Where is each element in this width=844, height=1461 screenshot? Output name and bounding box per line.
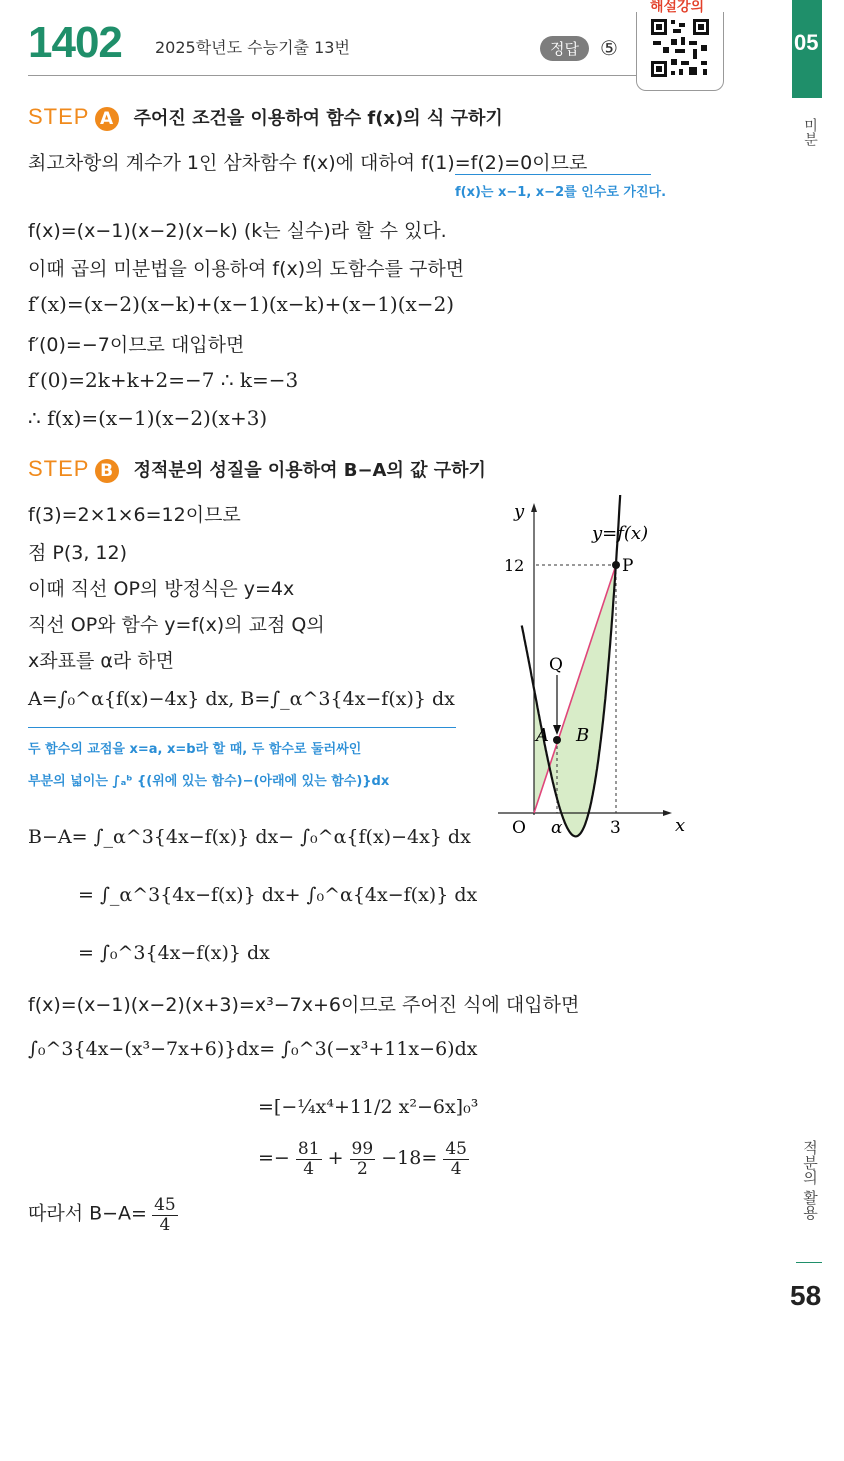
- fraction-numerator: 45: [154, 1195, 176, 1215]
- qr-label: 해설강의: [650, 0, 705, 15]
- step-b-label: STEP: [28, 456, 90, 481]
- step-a-line-2: f(x)=(x−1)(x−2)(x−k) (k는 실수)라 할 수 있다.: [28, 220, 447, 242]
- step-b-line-3: 이때 직선 OP의 방정식은 y=4x: [28, 578, 295, 600]
- qr-frame: [636, 12, 724, 91]
- region-a-label: A: [536, 725, 549, 746]
- step-b-line-1: f(3)=2×1×6=12이므로: [28, 504, 241, 526]
- curve-label: y=f(x): [592, 523, 649, 544]
- problem-number: 1402: [28, 18, 122, 67]
- region-b-label: B: [576, 725, 590, 746]
- fraction-result: [152, 1196, 178, 1234]
- step-a-line-3: 이때 곱의 미분법을 이용하여 f(x)의 도함수를 구하면: [28, 258, 465, 280]
- point-q-label: Q: [549, 655, 563, 675]
- step-a-badge: A: [95, 107, 119, 131]
- step-a-underline: [455, 174, 651, 175]
- step-b-line-10: f(x)=(x−1)(x−2)(x+3)=x³−7x+6이므로 주어진 식에 대입하면: [28, 994, 580, 1016]
- step-b-conclusion: [28, 1196, 178, 1234]
- fraction-denominator: 4: [450, 1158, 462, 1179]
- step-b-line-8: = ∫_α^3{4x−f(x)} dx+ ∫₀^α{4x−f(x)} dx: [78, 884, 478, 906]
- step-b-heading: [28, 456, 486, 483]
- step-a-note: f(x)는 x−1, x−2를 인수로 가진다.: [455, 185, 667, 200]
- step-b-line-13-b: +: [327, 1147, 344, 1170]
- step-b-underline: [28, 727, 456, 728]
- step-a-label: STEP: [28, 104, 90, 129]
- x-tick-3: 3: [610, 818, 621, 838]
- step-a-line-1: 최고차항의 계수가 1인 삼차함수 f(x)에 대하여 f(1)=f(2)=0이므로: [28, 152, 588, 174]
- step-b-line-13-a: =−: [258, 1147, 290, 1170]
- answer-label: 정답: [540, 36, 589, 61]
- step-a-title: 주어진 조건을 이용하여 함수 f(x)의 식 구하기: [133, 108, 503, 129]
- step-a-heading: [28, 104, 503, 131]
- point-p-label: P: [622, 556, 634, 576]
- point-q: [553, 736, 561, 744]
- chapter-tab[interactable]: [792, 0, 822, 98]
- step-b-line-4: 직선 OP와 함수 y=f(x)의 교점 Q의: [28, 614, 325, 636]
- y-axis-label: y: [514, 501, 525, 522]
- fraction-45-4: [443, 1140, 469, 1178]
- step-b-title: 정적분의 성질을 이용하여 B−A의 값 구하기: [133, 460, 486, 481]
- side-bottom-text: 적분의 활용: [801, 1140, 819, 1220]
- x-tick-alpha: α: [551, 818, 563, 838]
- step-b-line-5: x좌표를 α라 하면: [28, 650, 174, 672]
- qr-code-icon[interactable]: [649, 17, 711, 79]
- x-axis-label: x: [675, 815, 686, 836]
- step-b-line-13: [258, 1140, 469, 1178]
- step-b-line-9: = ∫₀^3{4x−f(x)} dx: [78, 942, 270, 964]
- step-b-note-1: 두 함수의 교점을 x=a, x=b라 할 때, 두 함수로 둘러싸인: [28, 742, 362, 757]
- y-tick-12: 12: [504, 556, 525, 575]
- step-b-note-2: 부분의 넓이는 ∫ₐᵇ {(위에 있는 함수)−(아래에 있는 함수)}dx: [28, 774, 390, 789]
- step-a-line-5: f′(0)=−7이므로 대입하면: [28, 334, 245, 356]
- page-number: 58: [790, 1280, 822, 1311]
- y-axis-arrow-icon: [531, 503, 537, 512]
- fraction-denominator: 2: [356, 1158, 368, 1179]
- side-divider: [796, 1262, 822, 1263]
- step-a-line-7: ∴ f(x)=(x−1)(x−2)(x+3): [28, 406, 268, 430]
- side-top-text: 미분: [802, 118, 818, 146]
- x-axis-arrow-icon: [663, 810, 672, 816]
- step-b-line-13-c: −18=: [381, 1147, 438, 1170]
- fraction-numerator: 81: [297, 1139, 320, 1159]
- step-b-line-12: =[−¼x⁴+11/2 x²−6x]₀³: [258, 1096, 479, 1118]
- step-b-badge: B: [95, 459, 119, 483]
- function-graph: [490, 495, 690, 850]
- fraction-numerator: 45: [445, 1139, 467, 1159]
- region-b-fill: [557, 565, 616, 837]
- step-b-area-definition: A=∫₀^α{f(x)−4x} dx, B=∫_α^3{4x−f(x)} dx: [28, 688, 455, 710]
- step-b-conclusion-text: 따라서 B−A=: [28, 1202, 147, 1225]
- step-b-line-11: ∫₀^3{4x−(x³−7x+6)}dx= ∫₀^3(−x³+11x−6)dx: [28, 1038, 478, 1060]
- point-p: [612, 561, 620, 569]
- answer-value: ⑤: [600, 36, 618, 60]
- header-divider: [28, 75, 636, 76]
- fraction-denominator: 4: [303, 1158, 315, 1179]
- fraction-81-4: [296, 1140, 322, 1178]
- step-a-line-6: f′(0)=2k+k+2=−7 ∴ k=−3: [28, 368, 299, 392]
- step-b-line-2: 점 P(3, 12): [28, 542, 128, 564]
- chapter-number: 05: [794, 30, 819, 55]
- step-b-line-7: B−A= ∫_α^3{4x−f(x)} dx− ∫₀^α{f(x)−4x} dx: [28, 826, 471, 848]
- fraction-denominator: 4: [159, 1214, 171, 1235]
- step-a-line-4: f′(x)=(x−2)(x−k)+(x−1)(x−k)+(x−1)(x−2): [28, 292, 455, 316]
- origin-label: O: [512, 818, 526, 838]
- problem-source: 2025학년도 수능기출 13번: [155, 38, 350, 57]
- fraction-numerator: 99: [351, 1139, 374, 1159]
- fraction-99-2: [350, 1140, 376, 1178]
